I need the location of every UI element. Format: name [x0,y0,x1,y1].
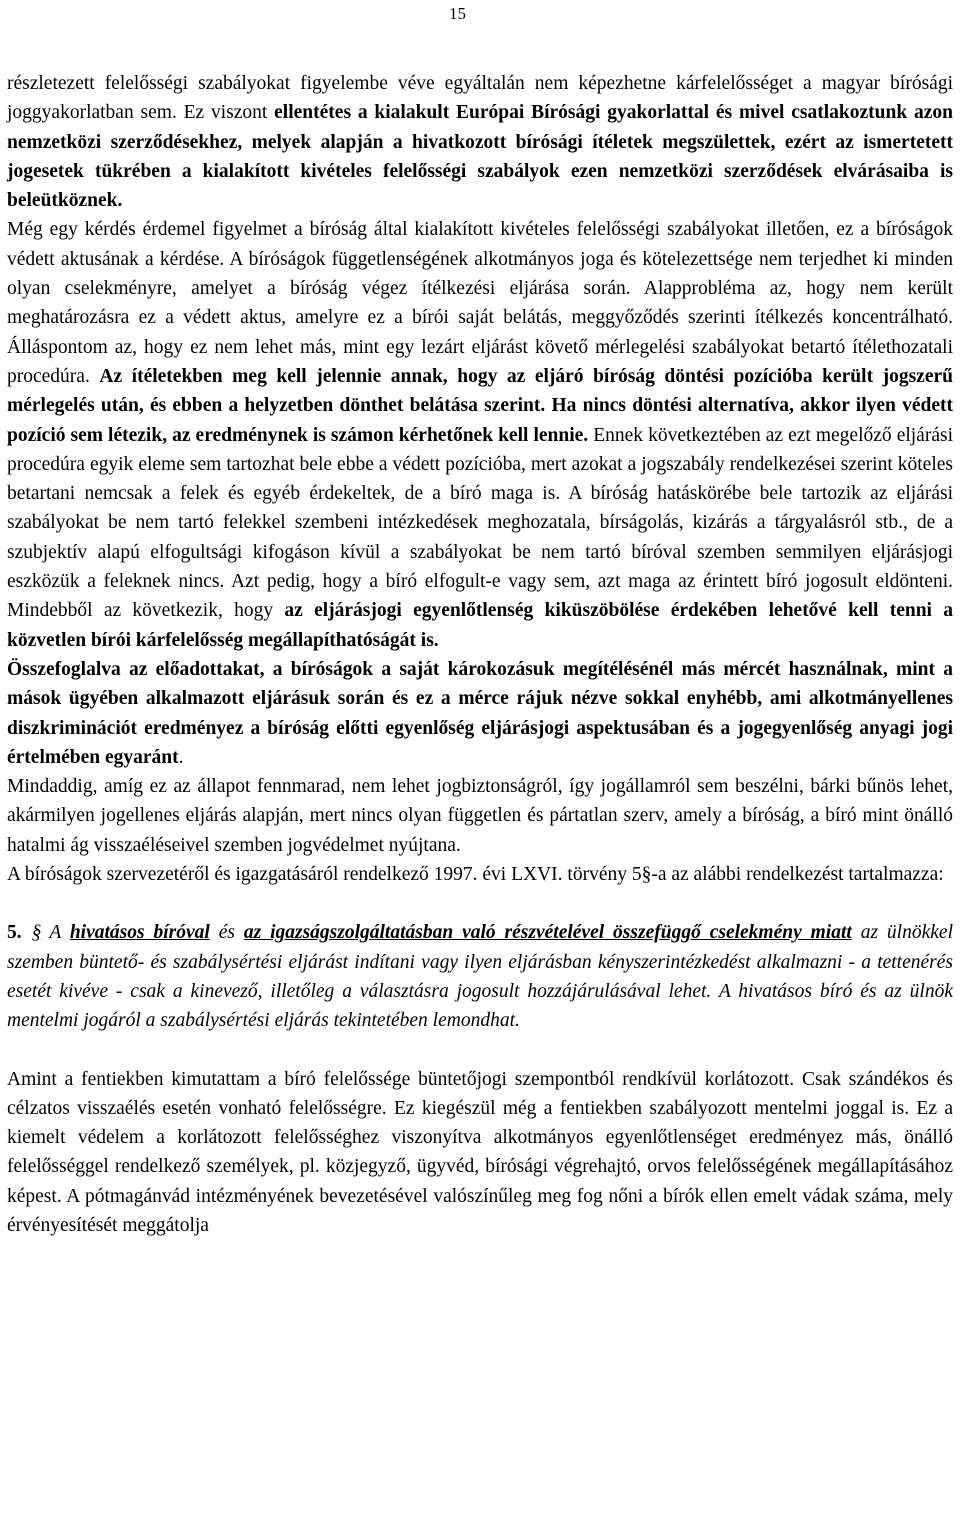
paragraph-text: részletezett felelősségi szabályokat figyelembe véve egyáltalán nem képezhetne kárfelelősséget a magyar bírósági joggyakorlatban sem. Ez viszont [7,73,953,124]
law-section-number: 5. [7,922,22,944]
spacer [7,1036,953,1065]
section-sign: § [31,922,42,944]
paragraph-1 [7,69,953,215]
bold-text: ellentétes a kialakult Európai Bírósági gyakorlattal és mivel csatlakoztunk azon nemzetközi szerződésekhez, melyek alapján a hivatkozott bírósági ítéletek megszülettek, ezért az ismertetett jogesetek tükrében a kialakított kivételes felelősségi szabályok ezen nemzetközi szerződések elvárásaiba is beleütköznek. [7,102,953,212]
spacer [7,889,953,918]
law-quote [7,918,953,1035]
law-text: az ülnökkel szemben büntető- és szabálysértési eljárást indítani vagy ilyen eljárásban kényszerintézkedést alkalmazni - a tettenérés esetét kivéve - csak a kinevező, illetőleg a választásra jogosult hozzájárulásával lehet. A hivatásos bíró és az ülnök mentelmi jogáról a szabálysértési eljárás tekintetében lemondhat. [7,922,953,1032]
page-number: 15 [449,4,466,23]
paragraph-2 [7,215,953,654]
law-emphasis: hivatásos bíróval [69,922,210,944]
bold-text: Az ítéletekben meg kell jelennie annak, hogy az eljáró bíróság döntési pozícióba került jogszerű mérlegelés után, és ebben a helyzetben dönthet belátása szerint. Ha nincs döntési alternatíva, akkor ilyen védett pozíció sem létezik, az eredménynek is számon kérhetőnek kell lennie. [7,365,953,446]
document-body [7,69,953,1240]
law-text: A [49,922,70,944]
paragraph-text: . [178,746,184,768]
paragraph-text: Ennek következtében az ezt megelőző eljárási procedúra egyik eleme sem tartozhat bele ebbe a védett pozícióba, mert azokat a jogszabály rendelkezései szerint köteles betartani nemcsak a felek és egyéb érdekeltek, de a bíró maga is. A bíróság hatáskörébe bele tartozik az eljárási szabályokat be nem tartó felekkel szembeni intézkedések meghozatala, bírságolás, kizárás a tárgyalásról stb., de a szubjektív alapú elfogultsági kifogáson kívül a szabályokat be nem tartó bíróval szemben semmilyen eljárásjogi eszközük a feleknek nincs. Azt pedig, hogy a bíró elfogult-e vagy sem, azt maga az érintett bíró jogosult eldönteni. Mindebből az következik, hogy [7,424,953,622]
paragraph-3 [7,655,953,772]
bold-text: Összefoglalva az előadottakat, a bíróságok a saját károkozásuk megítélésénél más mércét használnak, mint a mások ügyében alkalmazott eljárásuk során és ez a mérce rájuk nézve sokkal enyhébb, ami alkotmányellenes diszkriminációt eredményez a bíróság előtti egyenlőség eljárásjogi aspektusában és a jogegyenlőség anyagi jogi értelmében egyaránt [7,658,953,768]
law-text: és [209,922,244,944]
paragraph-6: Amint a fentiekben kimutattam a bíró felelőssége büntetőjogi szempontból rendkívül korlátozott. Csak szándékos és célzatos visszaélés esetén vonható felelősségre. Ez kiegészül még a fentiekben szabályozott mentelmi joggal is. Ez a kiemelt védelem a korlátozott felelősséghez viszonyítva alkotmányos egyenlőtlenséget eredményez más, önálló felelősséggel rendelkező személyek, pl. közjegyző, ügyvéd, bírósági végrehajtó, orvos felelősségének megállapításához képest. A pótmagánvád intézményének bevezetésével valószínűleg meg fog nőni a bírók ellen emelt vádak száma, mely érvényesítését meggátolja [7,1068,953,1236]
paragraph-4: Mindaddig, amíg ez az állapot fennmarad, nem lehet jogbiztonságról, így jogállamról sem beszélni, bárki bűnös lehet, akármilyen jogellenes eljárás alapján, mert nincs olyan független és pártatlan szerv, amely a bíróság, a bíró mint önálló hatalmi ág visszaéléseivel szemben jogvédelmet nyújtana. [7,776,953,856]
paragraph-text: Még egy kérdés érdemel figyelmet a bíróság által kialakított kivételes felelősségi szabályokat illetően, ez a bíróságok védett aktusának a kérdése. A bíróságok függetlenségének alkotmányos joga és kötelezettsége nem terjedhet ki minden olyan cselekményre, amelyet a bíróság végez ítélkezési eljárása során. Alapprobléma az, hogy nem került meghatározásra ez a védett aktus, amelyre ez a bírói saját belátás, meggyőződés szerinti ítélkezés koncentrálható. Álláspontom az, hogy ez nem lehet más, mint egy lezárt eljárást követő mérlegelési szabályokat betartó ítélethozatali procedúra. [7,219,953,387]
bold-text: az eljárásjogi egyenlőtlenség kiküszöbölése érdekében lehetővé kell tenni a közvetlen bírói kárfelelősség megállapíthatóságát is. [7,600,953,651]
paragraph-5: A bíróságok szervezetéről és igazgatásáról rendelkező 1997. évi LXVI. törvény 5§-a az alábbi rendelkezést tartalmazza: [7,864,944,886]
law-emphasis: az igazságszolgáltatásban való részvételével összefüggő cselekmény miatt [243,922,852,944]
